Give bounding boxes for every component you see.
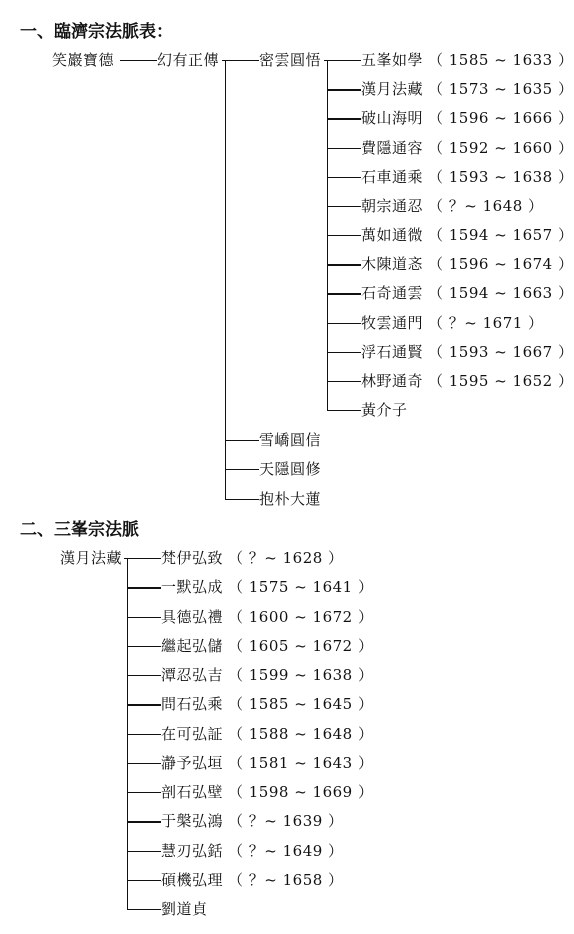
child1-dates: （ 1596 ~ 1674 ） — [428, 255, 574, 274]
child1-name: 石奇通雲 — [361, 284, 424, 303]
child1-dates: （ 1596 ~ 1666 ） — [428, 109, 574, 128]
child2-dates: （ 1598 ~ 1669 ） — [228, 783, 374, 801]
child1-connector — [327, 177, 361, 178]
child1-dates: （ 1585 ~ 1633 ） — [428, 51, 574, 69]
child2-connector — [127, 587, 161, 588]
child1-name: 漢月法藏 — [361, 80, 424, 99]
connector-level3-4 — [225, 499, 259, 500]
child1-connector — [327, 352, 361, 353]
child2-name: 碩機弘理 — [161, 870, 224, 889]
connector-root-level2 — [120, 60, 157, 61]
child1-name: 木陳道忞 — [361, 255, 424, 274]
child2-connector — [127, 763, 161, 764]
level3-node-3: 天隱圓修 — [259, 460, 322, 478]
connector-level3-1 — [225, 60, 259, 61]
child2-dates: （ 1585 ~ 1645 ） — [228, 695, 374, 714]
child1-name: 林野通奇 — [361, 371, 424, 390]
child2-connector — [127, 704, 161, 705]
child2-dates: （ ？~ 1649 ） — [228, 841, 344, 860]
child1-name: 牧雲通門 — [361, 313, 424, 332]
child1-dates: （ ？~ 1648 ） — [428, 196, 544, 215]
child2-connector — [127, 851, 161, 852]
child1-dates: （ 1593 ~ 1667 ） — [428, 342, 574, 361]
child1-connector — [327, 60, 361, 61]
child2-dates: （ 1600 ~ 1672 ） — [228, 607, 374, 626]
child1-connector — [327, 293, 361, 294]
child2-name: 慧刃弘銛 — [161, 841, 224, 860]
child2-name: 梵伊弘致 — [161, 549, 224, 567]
child2-name: 瀞予弘垣 — [161, 753, 224, 772]
child1-name: 破山海明 — [361, 109, 424, 128]
child2-connector — [127, 646, 161, 647]
child2-connector — [127, 821, 161, 822]
child2-name: 潭忍弘吉 — [161, 666, 224, 684]
child2-dates: （ 1588 ~ 1648 ） — [228, 724, 374, 743]
child2-dates: （ 1581 ~ 1643 ） — [228, 753, 374, 772]
child1-connector — [327, 410, 361, 411]
child2-name: 劉道貞 — [161, 900, 208, 918]
level3-node-4: 抱朴大蓮 — [259, 490, 322, 508]
child1-connector — [327, 148, 361, 149]
child2-dates: （ 1575 ~ 1641 ） — [228, 578, 374, 597]
child1-connector — [327, 235, 361, 236]
connector-level3-3 — [225, 469, 259, 470]
child1-dates: （ 1594 ~ 1657 ） — [428, 226, 574, 245]
child1-dates: （ 1573 ~ 1635 ） — [428, 80, 574, 99]
section1-heading: 一、臨濟宗法脈表： — [20, 22, 173, 42]
child1-connector — [327, 264, 361, 265]
child1-dates: （ 1593 ~ 1638 ） — [428, 167, 574, 186]
child1-name: 費隱通容 — [361, 138, 424, 157]
child1-name: 五峯如學 — [361, 51, 424, 69]
child1-dates: （ 1594 ~ 1663 ） — [428, 284, 574, 303]
child2-dates: （ ？~ 1639 ） — [228, 812, 344, 831]
child2-connector — [127, 909, 161, 910]
child2-name: 在可弘証 — [161, 724, 224, 743]
child1-name: 浮石通賢 — [361, 342, 424, 361]
child1-connector — [327, 323, 361, 324]
child2-name: 繼起弘儲 — [161, 636, 224, 655]
lineage1-level2: 幻有正傳 — [157, 51, 220, 69]
child1-name: 萬如通微 — [361, 226, 424, 245]
lineage1-root: 笑巖寶德 — [52, 51, 115, 69]
child2-name: 問石弘乘 — [161, 695, 224, 714]
child2-name: 于槃弘鴻 — [161, 812, 224, 831]
level3-node-1: 密雲圓悟 — [259, 51, 322, 69]
child2-name: 具德弘禮 — [161, 607, 224, 626]
child2-name: 一默弘成 — [161, 578, 224, 597]
child1-dates: （ ？~ 1671 ） — [428, 313, 544, 332]
child2-connector — [127, 617, 161, 618]
child2-connector — [127, 880, 161, 881]
child2-connector — [127, 792, 161, 793]
child2-dates: （ ？~ 1628 ） — [228, 549, 344, 567]
child2-dates: （ ？~ 1658 ） — [228, 870, 344, 889]
child2-connector — [127, 734, 161, 735]
child1-name: 黃介子 — [361, 401, 408, 420]
child1-dates: （ 1595 ~ 1652 ） — [428, 371, 574, 390]
child1-name: 朝宗通忍 — [361, 196, 424, 215]
child2-connector — [127, 675, 161, 676]
child1-connector — [327, 206, 361, 207]
child1-name: 石車通乘 — [361, 167, 424, 186]
lineage2-root: 漢月法藏 — [60, 549, 123, 567]
child1-connector — [327, 381, 361, 382]
connector-level3-2 — [225, 440, 259, 441]
child2-dates: （ 1599 ~ 1638 ） — [228, 666, 374, 684]
child2-name: 剖石弘壁 — [161, 783, 224, 801]
child1-dates: （ 1592 ~ 1660 ） — [428, 138, 574, 157]
child2-connector — [127, 558, 161, 559]
section2-heading: 二、三峯宗法脈 — [20, 520, 139, 540]
child1-connector — [327, 118, 361, 119]
child2-dates: （ 1605 ~ 1672 ） — [228, 636, 374, 655]
child1-connector — [327, 89, 361, 90]
level3-node-2: 雪嶠圓信 — [259, 431, 322, 449]
level3-trunk-line — [225, 60, 226, 499]
